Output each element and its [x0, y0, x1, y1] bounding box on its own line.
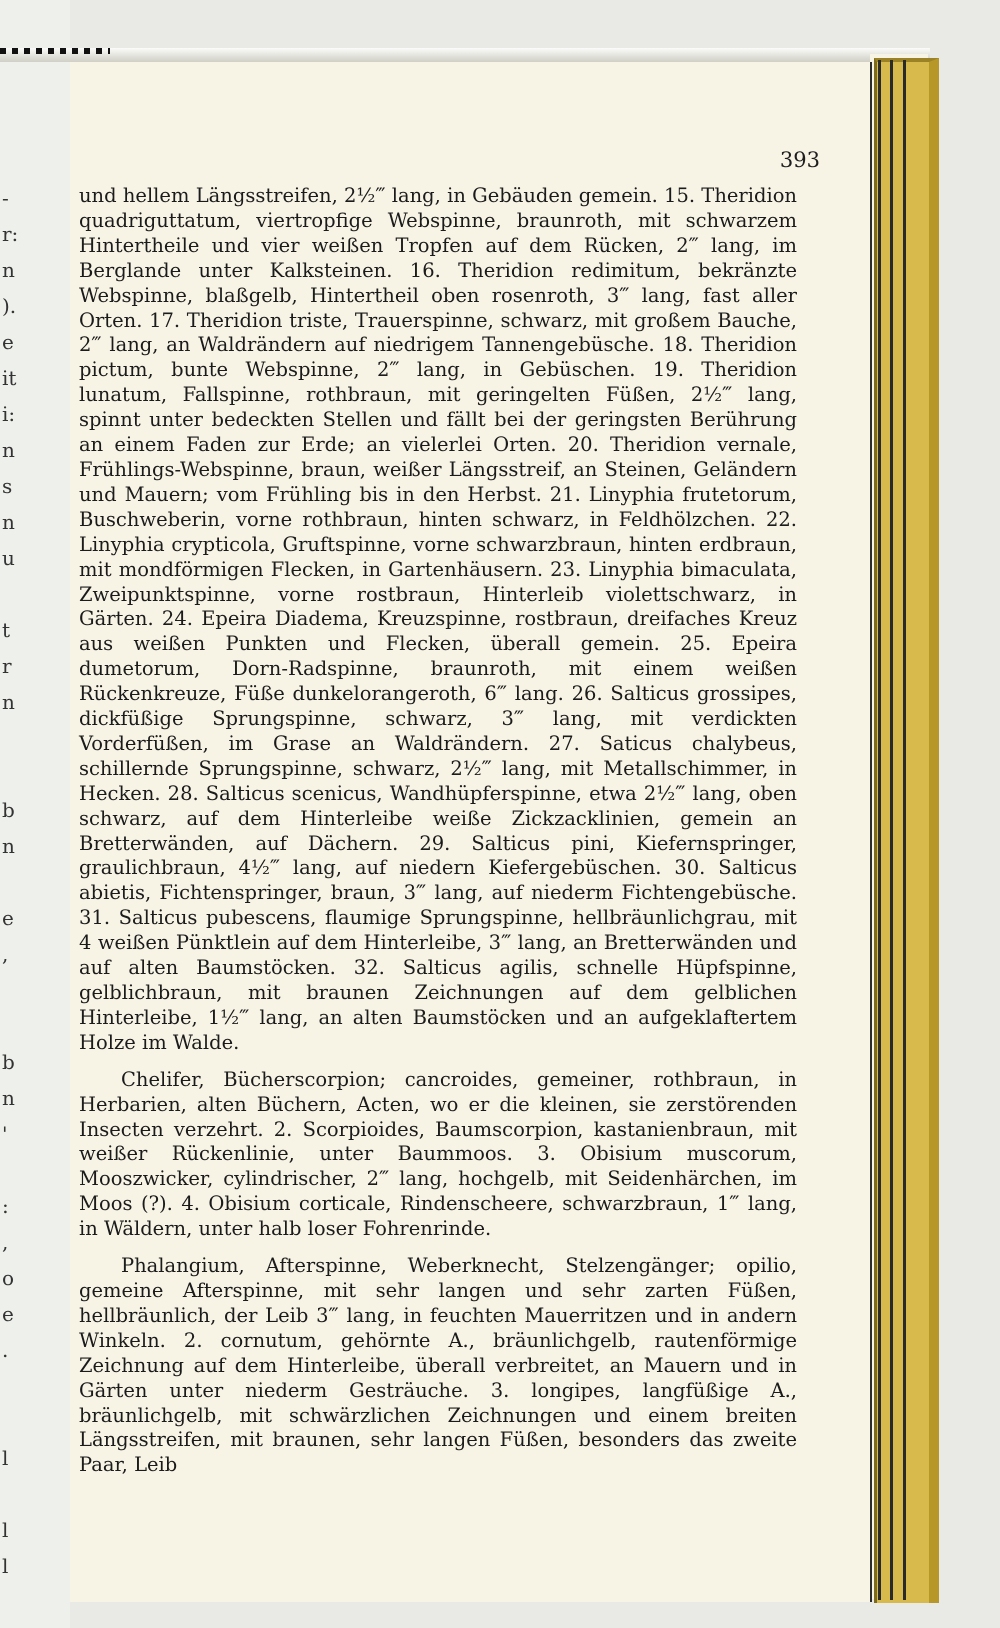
paragraph-phalangium: Phalangium, Afterspinne, Weberknecht, Stelzengänger; opilio, gemeine Afterspinne, mit sehr langen und sehr zarten Füßen, hellbräunlich, der Leib 3‴ lang, in feuchten Mauerritzen und in andern Winkeln. 2. cornutum, gehörnte A., bräunlichgelb, rautenförmige Zeichnung auf dem Hinterleibe, überall verbreitet, an Mauern und in Gärten unter niederm Gesträuche. 3. longipes, langfüßige A., bräunlichgelb, mit schwärzlichen Zeichnungen und einem breiten Längsstreifen, mit braunen, sehr langen Füßen, besonders das zweite Paar, Leib [79, 1254, 797, 1477]
paragraph-chelifer: Chelifer, Bücherscorpion; cancroides, gemeiner, rothbraun, in Herbarien, alten Büchern, Acten, wo er die kleinen, sie zerstörenden Insecten verzehrt. 2. Scorpioides, Baumscorpion, kastanienbraun, mit weißer Rückenlinie, unter Baummoos. 3. Obisium muscorum, Mooszwicker, cylindrischer, 2‴ lang, hochgelb, mit Seidenhärchen, im Moos (?). 4. Obisium corticale, Rindenscheere, schwarzbraun, 1‴ lang, in Wäldern, unter halb loser Fohrenrinde. [79, 1067, 797, 1241]
facing-page-fragment: e [2, 1302, 14, 1326]
rim-dots [0, 48, 110, 54]
facing-page-fragment [2, 756, 22, 792]
page-stack-line [878, 60, 881, 1600]
facing-page-fragment [2, 1008, 22, 1044]
facing-page-fragment: e [2, 330, 14, 354]
facing-page-fragment: l [2, 1554, 9, 1578]
paragraph-theridion: und hellem Längsstreifen, 2½‴ lang, in Gebäuden gemein. 15. Theridion quadriguttatum, viertropfige Webspinne, braunroth, mit schwarzem Hintertheile und vier weißen Tropfen auf dem Rücken, 2‴ lang, im Berglande unter Kalksteinen. 16. Theridion redimitum, bekränzte Webspinne, blaßgelb, Hintertheil oben rosenroth, 3‴ lang, fast aller Orten. 17. Theridion triste, Trauerspinne, schwarz, mit großem Bauche, 2‴ lang, an Waldrändern auf niedrigem Tannengebüsche. 18. Theridion pictum, bunte Webspinne, 2‴ lang, in Gebüschen. 19. Theridion lunatum, Fallspinne, rothbraun, mit geringelten Füßen, 2½‴ lang, spinnt unter bedeckten Stellen und fällt bei der geringsten Berührung an einem Faden zur Erde; an vielerlei Orten. 20. Theridion vernale, Frühlings-Webspinne, braun, weißer Längsstreif, an Steinen, Geländern und Mauern; vom Frühling bis in den Herbst. 21. Linyphia frutetorum, Buschweberin, vorne rothbraun, hinten schwarz, in Feldhölzchen. 22. Linyphia crypticola, Gruftspinne, vorne schwarzbraun, hinten erdbraun, mit mondförmigen Flecken, in Gartenhäusern. 23. Linyphia bimaculata, Zweipunktspinne, vorne rostbraun, Hinterleib violettschwarz, in Gärten. 24. Epeira Diadema, Kreuzspinne, rostbraun, dreifaches Kreuz aus weißen Punkten und Flecken, überall gemein. 25. Epeira dumetorum, Dorn-Radspinne, braunroth, mit einem weißen Rückenkreuze, Füße dunkelorangeroth, 6‴ lang. 26. Salticus grossipes, dickfüßige Sprungspinne, schwarz, 3‴ lang, mit verdickten Vorderfüßen, im Grase an Waldrändern. 27. Saticus chalybeus, schillernde Sprungspinne, schwarz, 2½‴ lang, mit Metallschimmer, in Hecken. 28. Salticus scenicus, Wandhüpferspinne, etwa 2½‴ lang, oben schwarz, auf dem Hinterleibe weiße Zickzacklinien, gemein an Bretterwänden, auf Dächern. 29. Salticus pini, Kiefernspringer, graulichbraun, 4½‴ lang, auf niedern Kiefergebüschen. 30. Salticus abietis, Fichtenspringer, braun, 3‴ lang, auf niederm Fichtengebüsche. 31. Salticus pubescens, flaumige Sprungspinne, hellbräunlichgrau, mit 4 weißen Pünktlein auf dem Hinterleibe, 3‴ lang, an Bretterwänden und auf alten Baumstöcken. 32. Salticus agilis, schnelle Hüpfspinne, gelblichbraun, mit braunen Zeichnungen auf dem gelblichen Hinterleibe, 1½‴ lang, an alten Baumstöcken und an aufgeklaftertem Holze im Walde. [79, 184, 797, 1054]
facing-page-fragment: l [2, 1446, 9, 1470]
facing-page-fragment: n [2, 1086, 15, 1110]
facing-page-fragment: , [2, 1230, 9, 1254]
page-stack-line [890, 60, 893, 1600]
facing-page-fragment [2, 576, 22, 612]
facing-page-fragment [2, 1476, 22, 1512]
facing-page-fragment [2, 720, 22, 756]
page-top-rim [0, 48, 930, 62]
facing-page-fragment [2, 1152, 22, 1188]
facing-page-fragment: : [2, 1194, 9, 1218]
facing-page-fragment: b [2, 1050, 15, 1074]
facing-page-fragment [2, 1404, 22, 1440]
facing-page-fragment: - [2, 186, 9, 210]
facing-page-fragment: n [2, 258, 15, 282]
page-number: 393 [779, 148, 820, 172]
facing-page-fragment: s [2, 474, 13, 498]
facing-page-fragment [2, 972, 22, 1008]
facing-page-fragment: , [2, 942, 9, 966]
page-body [79, 184, 797, 1478]
facing-page-fragment: r [2, 654, 12, 678]
facing-page-fragment: b [2, 798, 15, 822]
facing-page-fragment: n [2, 690, 15, 714]
facing-page-fragments [2, 180, 22, 1578]
facing-page-fragment: ' [2, 1122, 8, 1146]
facing-page-fragment: u [2, 546, 15, 570]
facing-page-fragment: ). [2, 294, 17, 318]
page-stack-line [903, 60, 906, 1600]
facing-page-fragment: n [2, 510, 15, 534]
facing-page-fragment: t [2, 618, 11, 642]
facing-page-fragment: n [2, 834, 15, 858]
facing-page-fragment: i: [2, 402, 16, 426]
facing-page-fragment: n [2, 438, 15, 462]
facing-page-fragment [2, 864, 22, 900]
facing-page-fragment: it [2, 366, 17, 390]
facing-page-fragment: . [2, 1338, 9, 1362]
book-cover-edge [874, 58, 939, 1603]
facing-page-fragment: l [2, 1518, 9, 1542]
facing-page-fragment: e [2, 906, 14, 930]
facing-page-fragment: o [2, 1266, 15, 1290]
facing-page-fragment: r: [2, 222, 19, 246]
facing-page-fragment [2, 1368, 22, 1404]
